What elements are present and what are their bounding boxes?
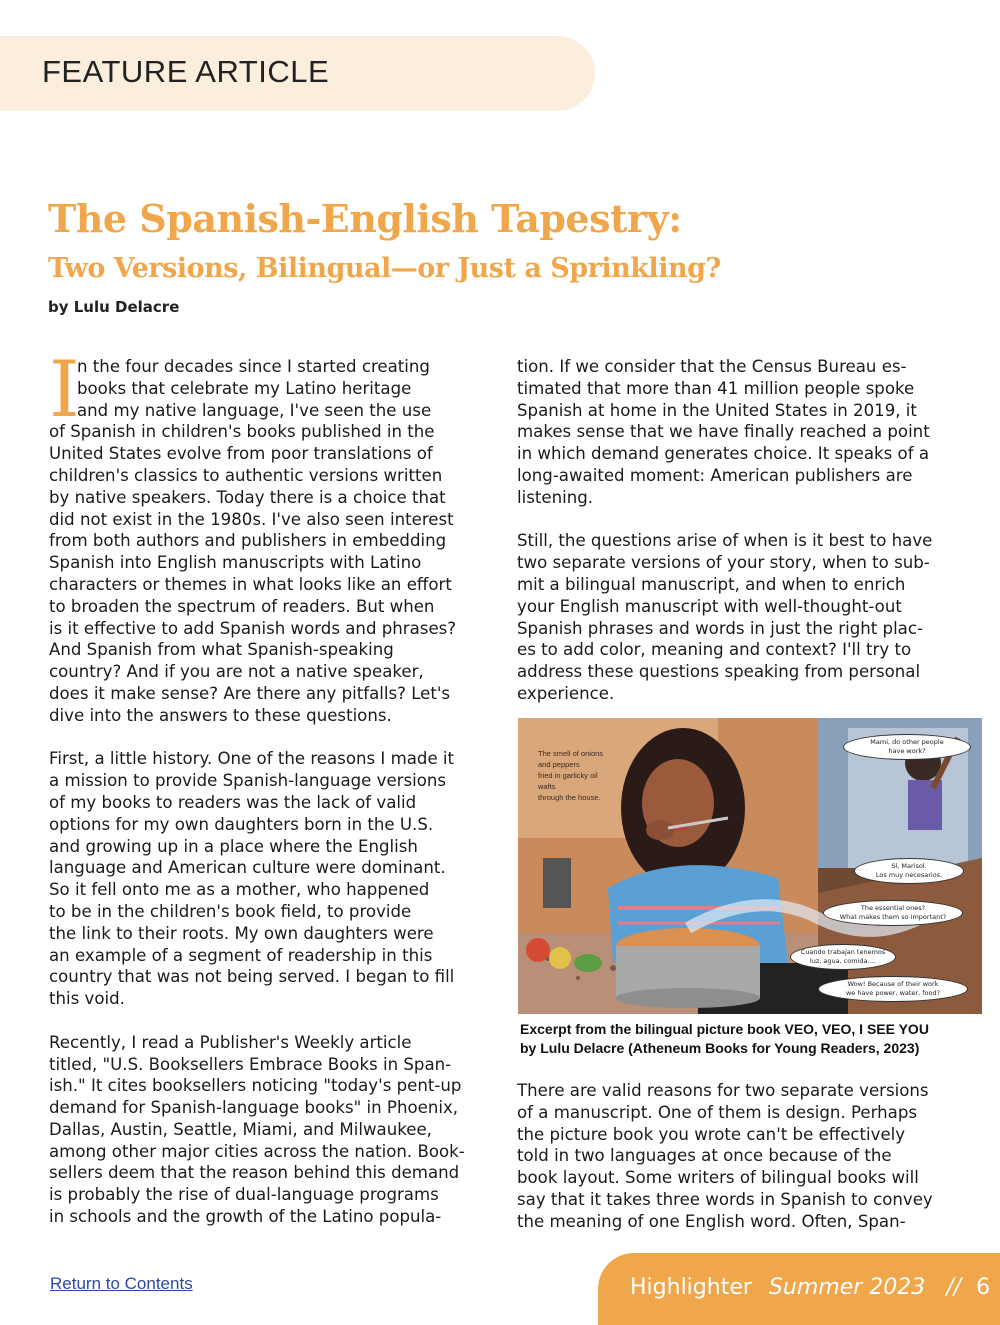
paragraph-3	[49, 1032, 497, 1228]
text-line: told in two languages at once because of the	[517, 1146, 892, 1166]
speech-bubble: Wow! Because of their work we have power, water, food?	[818, 976, 968, 1002]
text-line: long-awaited moment: American publishers are	[517, 465, 913, 485]
text-line: to be in the children's book field, to provide	[49, 901, 412, 921]
text-line: of my books to readers was the lack of valid	[49, 792, 417, 812]
text-line: es to add color, meaning and context? I'll try to	[517, 640, 912, 660]
text-line: So it fell onto me as a mother, who happened	[49, 880, 430, 900]
text-line: ish." It cites booksellers noticing "today's pent-up	[49, 1076, 462, 1096]
text-line: two separate versions of your story, when to sub-	[517, 553, 930, 573]
text-line: and growing up in a place where the English	[49, 836, 418, 856]
paragraph-5	[517, 530, 967, 704]
illustration-caption: Excerpt from the bilingual picture book VEO, VEO, I SEE YOU by Lulu Delacre (Atheneum Books for Young Readers, 2023)	[520, 1021, 929, 1056]
text-line: the link to their roots. My own daughters were	[49, 923, 434, 943]
text-line: a mission to provide Spanish-language versions	[49, 771, 447, 791]
text-line: your English manuscript with well-thought-out	[517, 596, 902, 616]
page-number: 6	[976, 1275, 991, 1300]
text-line: to broaden the spectrum of readers. But when	[49, 596, 435, 616]
text-line: language and American culture were dominant.	[49, 858, 446, 878]
text-line: Recently, I read a Publisher's Weekly article	[49, 1032, 412, 1052]
text-line: First, a little history. One of the reasons I made it	[49, 749, 455, 769]
text-line: is probably the rise of dual-language programs	[49, 1185, 439, 1205]
text-line: dive into the answers to these questions.	[49, 705, 392, 725]
speech-bubble: Sí, Marisol. Los muy necesarios.	[854, 858, 964, 884]
right-column	[517, 356, 967, 705]
text-line: Spanish at home in the United States in 2019, it	[517, 400, 917, 420]
article-byline: by Lulu Delacre	[48, 298, 180, 316]
paragraph-2	[49, 748, 497, 1010]
text-line: address these questions speaking from personal	[517, 662, 921, 682]
text-line: among other major cities across the nation. Book-	[49, 1141, 465, 1161]
text-line: demand for Spanish-language books" in Phoenix,	[49, 1098, 459, 1118]
text-line: did not exist in the 1980s. I've also seen interest	[49, 509, 454, 529]
text-line: the picture book you wrote can't be effectively	[517, 1124, 906, 1144]
speech-bubble: Cuando trabajan tenemos luz, agua, comida….	[790, 944, 896, 970]
text-line: is it effective to add Spanish words and phrases?	[49, 618, 457, 638]
footer-separator: //	[946, 1275, 962, 1300]
text-line: does it make sense? Are there any pitfalls? Let's	[49, 683, 451, 703]
text-line: makes sense that we have finally reached a point	[517, 422, 930, 442]
text-line: Spanish into English manuscripts with Latino	[49, 553, 422, 573]
text-line: of a manuscript. One of them is design. Perhaps	[517, 1102, 918, 1122]
text-line: from both authors and publishers in embedding	[49, 531, 447, 551]
text-line: children's classics to authentic versions written	[49, 465, 443, 485]
text-line: in which demand generates choice. It speaks of a	[517, 444, 929, 464]
magazine-name: Highlighter	[630, 1275, 752, 1300]
text-line: by native speakers. Today there is a choice that	[49, 487, 446, 507]
text-line: United States evolve from poor translations of	[49, 444, 433, 464]
text-line: book layout. Some writers of bilingual books will	[517, 1168, 919, 1188]
article-title: The Spanish-English Tapestry:	[48, 196, 682, 241]
text-line: options for my own daughters born in the U.S.	[49, 814, 434, 834]
text-line: Still, the questions arise of when is it best to have	[517, 531, 933, 551]
text-line: titled, "U.S. Booksellers Embrace Books in Span-	[49, 1054, 452, 1074]
left-column	[49, 345, 497, 1228]
text-line: Spanish phrases and words in just the right plac-	[517, 618, 923, 638]
text-line: country? And if you are not a native speaker,	[49, 662, 424, 682]
text-line: books that celebrate my Latino heritage	[77, 378, 412, 398]
text-line: of Spanish in children's books published in the	[49, 422, 435, 442]
text-line: timated that more than 41 million people spoke	[517, 378, 915, 398]
speech-bubble: The essential ones? What makes them so important?	[823, 900, 963, 926]
text-line: characters or themes in what looks like an effort	[49, 574, 452, 594]
text-line: n the four decades since I started creating	[77, 357, 430, 376]
illustration-narration: The smell of onions and peppers fried in garlicky oil wafts through the house.	[538, 749, 604, 802]
text-line: this void.	[49, 989, 125, 1009]
text-line: an example of a segment of readership in this	[49, 945, 433, 965]
text-line: the meaning of one English word. Often, Span-	[517, 1211, 906, 1231]
paragraph-4	[517, 356, 967, 509]
section-label: FEATURE ARTICLE	[42, 54, 330, 89]
return-to-contents-link[interactable]: Return to Contents	[50, 1274, 193, 1293]
text-line: sellers deem that the reason behind this demand	[49, 1163, 460, 1183]
text-line: country that was not being served. I began to fill	[49, 967, 455, 987]
footer-masthead	[630, 1275, 990, 1300]
text-line: and my native language, I've seen the use	[77, 400, 432, 420]
text-line: listening.	[517, 487, 594, 507]
section-banner	[0, 36, 595, 111]
article-subtitle: Two Versions, Bilingual—or Just a Sprinkling?	[48, 253, 721, 284]
footer-bar	[598, 1253, 1000, 1325]
text-line: There are valid reasons for two separate versions	[517, 1081, 929, 1100]
text-line: And Spanish from what Spanish-speaking	[49, 640, 394, 660]
issue-label: Summer 2023	[768, 1275, 926, 1300]
book-illustration	[518, 718, 982, 1014]
text-line: in schools and the growth of the Latino popula-	[49, 1207, 442, 1227]
speech-bubble: Mami, do other people have work?	[843, 734, 971, 760]
paragraph-1	[49, 421, 497, 726]
text-line: say that it takes three words in Spanish to convey	[517, 1189, 933, 1209]
text-line: Dallas, Austin, Seattle, Miami, and Milwaukee,	[49, 1119, 432, 1139]
drop-cap: I	[49, 345, 80, 435]
text-line: mit a bilingual manuscript, and when to enrich	[517, 574, 906, 594]
paragraph-6	[517, 1080, 933, 1233]
text-line: experience.	[517, 683, 615, 703]
text-line: tion. If we consider that the Census Bureau es-	[517, 357, 907, 376]
